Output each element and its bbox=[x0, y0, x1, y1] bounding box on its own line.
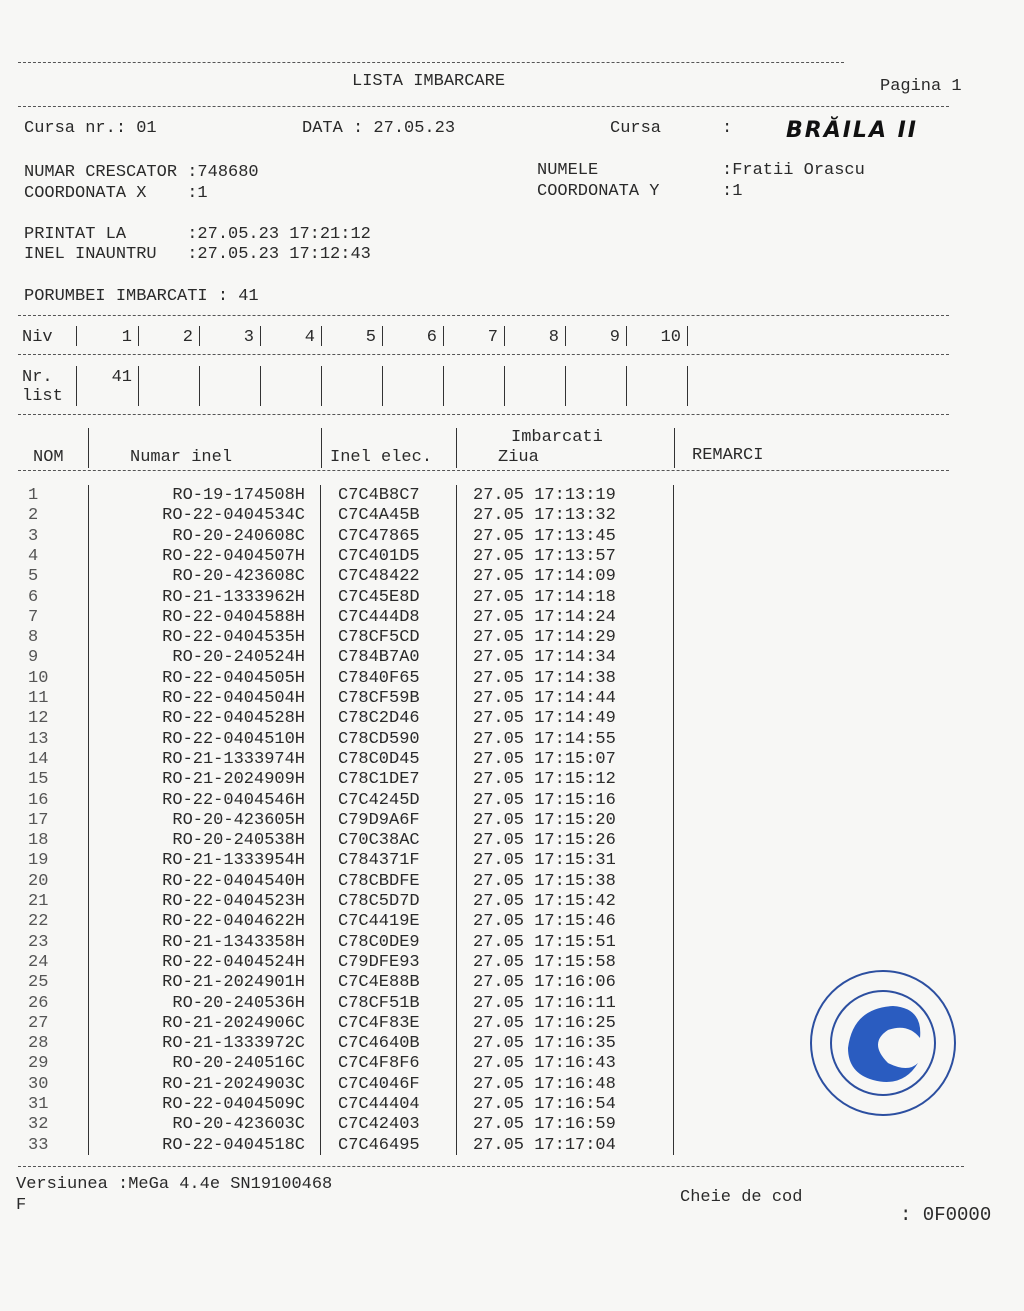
race-date: DATA : 27.05.23 bbox=[302, 119, 456, 138]
cell-nom: 7 bbox=[28, 607, 39, 627]
cell-elec: C7C401D5 bbox=[338, 546, 420, 566]
cell-elec: C7C4F8F6 bbox=[338, 1054, 420, 1074]
list-count-1: 41 bbox=[111, 368, 132, 387]
cell-ring: RO-21-2024906C bbox=[162, 1013, 305, 1033]
cursa-label: Cursa bbox=[610, 119, 662, 138]
cell-nom: 30 bbox=[28, 1074, 49, 1094]
cell-time: 27.05 17:15:31 bbox=[473, 851, 616, 871]
footer-f: F bbox=[16, 1196, 27, 1215]
col-remarci: REMARCI bbox=[692, 446, 764, 465]
cell-time: 27.05 17:16:06 bbox=[473, 973, 616, 993]
col-elec: Inel elec. bbox=[330, 448, 433, 467]
cell-elec: C78C0DE9 bbox=[338, 932, 420, 952]
cell-elec: C7C4F83E bbox=[338, 1013, 420, 1033]
cell-time: 27.05 17:15:46 bbox=[473, 912, 616, 932]
cell-elec: C7C44404 bbox=[338, 1095, 420, 1114]
cell-time: 27.05 17:15:51 bbox=[473, 932, 616, 952]
cell-time: 27.05 17:16:48 bbox=[473, 1074, 616, 1094]
cell-time: 27.05 17:15:26 bbox=[473, 831, 616, 851]
cell-nom: 9 bbox=[28, 648, 39, 668]
level-4: 4 bbox=[304, 328, 315, 347]
cell-time: 27.05 17:15:42 bbox=[473, 892, 616, 911]
cell-time: 27.05 17:16:43 bbox=[473, 1054, 616, 1074]
cell-nom: 6 bbox=[28, 587, 39, 607]
cell-nom: 3 bbox=[28, 526, 39, 546]
level-3: 3 bbox=[243, 328, 254, 347]
cell-elec: C7C444D8 bbox=[338, 607, 420, 627]
cell-elec: C78C0D45 bbox=[338, 749, 420, 769]
cell-time: 27.05 17:14:09 bbox=[473, 567, 616, 587]
cell-elec: C7C4E88B bbox=[338, 973, 420, 993]
cell-time: 27.05 17:14:38 bbox=[473, 668, 616, 688]
cell-elec: C78CBDFE bbox=[338, 871, 420, 891]
level-9: 9 bbox=[609, 328, 620, 347]
cell-elec: C79D9A6F bbox=[338, 810, 420, 830]
cell-time: 27.05 17:16:35 bbox=[473, 1034, 616, 1054]
cell-nom: 17 bbox=[28, 810, 49, 830]
cell-ring: RO-22-0404507H bbox=[162, 546, 305, 566]
cell-time: 27.05 17:15:38 bbox=[473, 871, 616, 891]
level-7: 7 bbox=[487, 328, 498, 347]
cell-ring: RO-21-2024901H bbox=[162, 973, 305, 993]
cell-elec: C7C45E8D bbox=[338, 587, 420, 607]
cell-ring: RO-22-0404504H bbox=[162, 689, 305, 708]
coord-x: COORDONATA X :1 bbox=[24, 184, 208, 203]
cell-time: 27.05 17:14:24 bbox=[473, 607, 616, 627]
cell-time: 27.05 17:14:44 bbox=[473, 689, 616, 708]
cell-time: 27.05 17:14:55 bbox=[473, 729, 616, 749]
col-ziua: Ziua bbox=[498, 448, 539, 467]
cell-elec: C7C4640B bbox=[338, 1034, 420, 1054]
cell-ring: RO-20-240536H bbox=[172, 993, 305, 1013]
cell-time: 27.05 17:13:32 bbox=[473, 506, 616, 526]
cell-elec: C784371F bbox=[338, 851, 420, 871]
cell-time: 27.05 17:15:07 bbox=[473, 749, 616, 769]
col-imbarcati: Imbarcati bbox=[511, 428, 603, 447]
cell-ring: RO-20-240524H bbox=[172, 648, 305, 668]
cell-ring: RO-22-0404588H bbox=[162, 607, 305, 627]
cell-ring: RO-22-0404523H bbox=[162, 892, 305, 911]
pigeons-boarded: PORUMBEI IMBARCATI : 41 bbox=[24, 287, 259, 306]
cell-ring: RO-21-1333954H bbox=[162, 851, 305, 871]
cell-ring: RO-22-0404505H bbox=[162, 668, 305, 688]
cell-nom: 24 bbox=[28, 952, 49, 972]
cell-nom: 10 bbox=[28, 668, 49, 688]
cell-elec: C7840F65 bbox=[338, 668, 420, 688]
cursa-separator: : bbox=[722, 119, 733, 138]
cell-nom: 23 bbox=[28, 932, 49, 952]
cell-nom: 31 bbox=[28, 1095, 49, 1114]
coord-y-value: :1 bbox=[722, 182, 743, 201]
cell-time: 27.05 17:15:16 bbox=[473, 790, 616, 810]
cell-time: 27.05 17:14:49 bbox=[473, 709, 616, 729]
cell-ring: RO-19-174508H bbox=[172, 486, 305, 505]
cell-ring: RO-20-240538H bbox=[172, 831, 305, 851]
cell-nom: 32 bbox=[28, 1115, 49, 1135]
cell-elec: C78C5D7D bbox=[338, 892, 420, 911]
level-8: 8 bbox=[548, 328, 559, 347]
cell-nom: 19 bbox=[28, 851, 49, 871]
cursa-nr: Cursa nr.: 01 bbox=[24, 119, 157, 138]
cell-ring: RO-22-0404534C bbox=[162, 506, 305, 526]
page-label: Pagina 1 bbox=[880, 77, 962, 96]
cell-nom: 8 bbox=[28, 628, 39, 648]
cell-nom: 26 bbox=[28, 993, 49, 1013]
niv-label: Niv bbox=[22, 328, 53, 347]
cell-ring: RO-20-240516C bbox=[172, 1054, 305, 1074]
cell-ring: RO-22-0404528H bbox=[162, 709, 305, 729]
name-label: NUMELE bbox=[537, 161, 599, 180]
printed-at: PRINTAT LA :27.05.23 17:21:12 bbox=[24, 225, 371, 244]
cell-time: 27.05 17:15:58 bbox=[473, 952, 616, 972]
cell-ring: RO-22-0404510H bbox=[162, 729, 305, 749]
cell-elec: C784B7A0 bbox=[338, 648, 420, 668]
cell-nom: 18 bbox=[28, 831, 49, 851]
cell-elec: C78C1DE7 bbox=[338, 770, 420, 790]
cell-elec: C78CD590 bbox=[338, 729, 420, 749]
cell-ring: RO-20-423603C bbox=[172, 1115, 305, 1135]
cell-ring: RO-22-0404524H bbox=[162, 952, 305, 972]
cell-time: 27.05 17:17:04 bbox=[473, 1135, 616, 1155]
cell-elec: C78C2D46 bbox=[338, 709, 420, 729]
cell-ring: RO-21-1333962H bbox=[162, 587, 305, 607]
cell-nom: 20 bbox=[28, 871, 49, 891]
cell-ring: RO-22-0404509C bbox=[162, 1095, 305, 1114]
cell-elec: C7C4A45B bbox=[338, 506, 420, 526]
cell-ring: RO-20-423605H bbox=[172, 810, 305, 830]
cell-nom: 5 bbox=[28, 567, 39, 587]
cell-elec: C7C4B8C7 bbox=[338, 486, 420, 505]
cell-time: 27.05 17:16:11 bbox=[473, 993, 616, 1013]
cell-elec: C78CF59B bbox=[338, 689, 420, 708]
document-title: LISTA IMBARCARE bbox=[352, 72, 506, 91]
cell-nom: 21 bbox=[28, 892, 49, 911]
cell-elec: C7C4046F bbox=[338, 1074, 420, 1094]
cell-ring: RO-22-0404622H bbox=[162, 912, 305, 932]
cell-nom: 2 bbox=[28, 506, 39, 526]
col-ring: Numar inel bbox=[130, 448, 233, 467]
name-value: :Fratii Orascu bbox=[722, 161, 865, 180]
cell-elec: C78CF5CD bbox=[338, 628, 420, 648]
level-2: 2 bbox=[182, 328, 193, 347]
cell-nom: 14 bbox=[28, 749, 49, 769]
federation-stamp bbox=[808, 968, 958, 1118]
cell-elec: C79DFE93 bbox=[338, 952, 420, 972]
cell-nom: 16 bbox=[28, 790, 49, 810]
cell-nom: 4 bbox=[28, 546, 39, 566]
level-10: 10 bbox=[660, 328, 681, 347]
level-5: 5 bbox=[365, 328, 376, 347]
cell-nom: 25 bbox=[28, 973, 49, 993]
cell-ring: RO-20-240608C bbox=[172, 526, 305, 546]
cell-elec: C7C46495 bbox=[338, 1135, 420, 1155]
cell-ring: RO-21-1333972C bbox=[162, 1034, 305, 1054]
cell-ring: RO-21-1343358H bbox=[162, 932, 305, 952]
cell-time: 27.05 17:14:18 bbox=[473, 587, 616, 607]
cell-time: 27.05 17:14:29 bbox=[473, 628, 616, 648]
code-key-value: : 0F0000 bbox=[900, 1204, 992, 1226]
cell-ring: RO-22-0404535H bbox=[162, 628, 305, 648]
cell-time: 27.05 17:16:25 bbox=[473, 1013, 616, 1033]
cell-nom: 12 bbox=[28, 709, 49, 729]
cell-nom: 29 bbox=[28, 1054, 49, 1074]
breeder-number: NUMAR CRESCATOR :748680 bbox=[24, 163, 259, 182]
cell-nom: 11 bbox=[28, 689, 49, 708]
cell-time: 27.05 17:15:20 bbox=[473, 810, 616, 830]
cell-elec: C7C48422 bbox=[338, 567, 420, 587]
level-1: 1 bbox=[121, 328, 132, 347]
cell-time: 27.05 17:13:45 bbox=[473, 526, 616, 546]
cell-elec: C7C47865 bbox=[338, 526, 420, 546]
cell-nom: 33 bbox=[28, 1135, 49, 1155]
level-6: 6 bbox=[426, 328, 437, 347]
col-nom: NOM bbox=[33, 448, 64, 467]
coord-y-label: COORDONATA Y bbox=[537, 182, 660, 201]
cell-time: 27.05 17:15:12 bbox=[473, 770, 616, 790]
cell-nom: 22 bbox=[28, 912, 49, 932]
cell-ring: RO-22-0404540H bbox=[162, 871, 305, 891]
cell-nom: 15 bbox=[28, 770, 49, 790]
cell-elec: C78CF51B bbox=[338, 993, 420, 1013]
handwritten-race-name: BRĂILA II bbox=[786, 118, 918, 143]
version: Versiunea :MeGa 4.4e SN19100468 bbox=[16, 1175, 333, 1194]
cell-elec: C7C4419E bbox=[338, 912, 420, 932]
cell-ring: RO-21-2024909H bbox=[162, 770, 305, 790]
cell-ring: RO-22-0404518C bbox=[162, 1135, 305, 1155]
cell-time: 27.05 17:16:59 bbox=[473, 1115, 616, 1135]
cell-time: 27.05 17:16:54 bbox=[473, 1095, 616, 1114]
cell-elec: C7C4245D bbox=[338, 790, 420, 810]
cell-nom: 28 bbox=[28, 1034, 49, 1054]
cell-ring: RO-21-1333974H bbox=[162, 749, 305, 769]
cell-time: 27.05 17:13:57 bbox=[473, 546, 616, 566]
cell-time: 27.05 17:14:34 bbox=[473, 648, 616, 668]
ring-inside: INEL INAUNTRU :27.05.23 17:12:43 bbox=[24, 245, 371, 264]
cell-time: 27.05 17:13:19 bbox=[473, 486, 616, 505]
cell-nom: 27 bbox=[28, 1013, 49, 1033]
cell-elec: C70C38AC bbox=[338, 831, 420, 851]
cell-elec: C7C42403 bbox=[338, 1115, 420, 1135]
cell-nom: 1 bbox=[28, 486, 39, 505]
code-key-label: Cheie de cod bbox=[680, 1188, 803, 1207]
cell-ring: RO-21-2024903C bbox=[162, 1074, 305, 1094]
nr-list-label: Nr. list bbox=[22, 368, 63, 406]
cell-ring: RO-20-423608C bbox=[172, 567, 305, 587]
cell-ring: RO-22-0404546H bbox=[162, 790, 305, 810]
cell-nom: 13 bbox=[28, 729, 49, 749]
